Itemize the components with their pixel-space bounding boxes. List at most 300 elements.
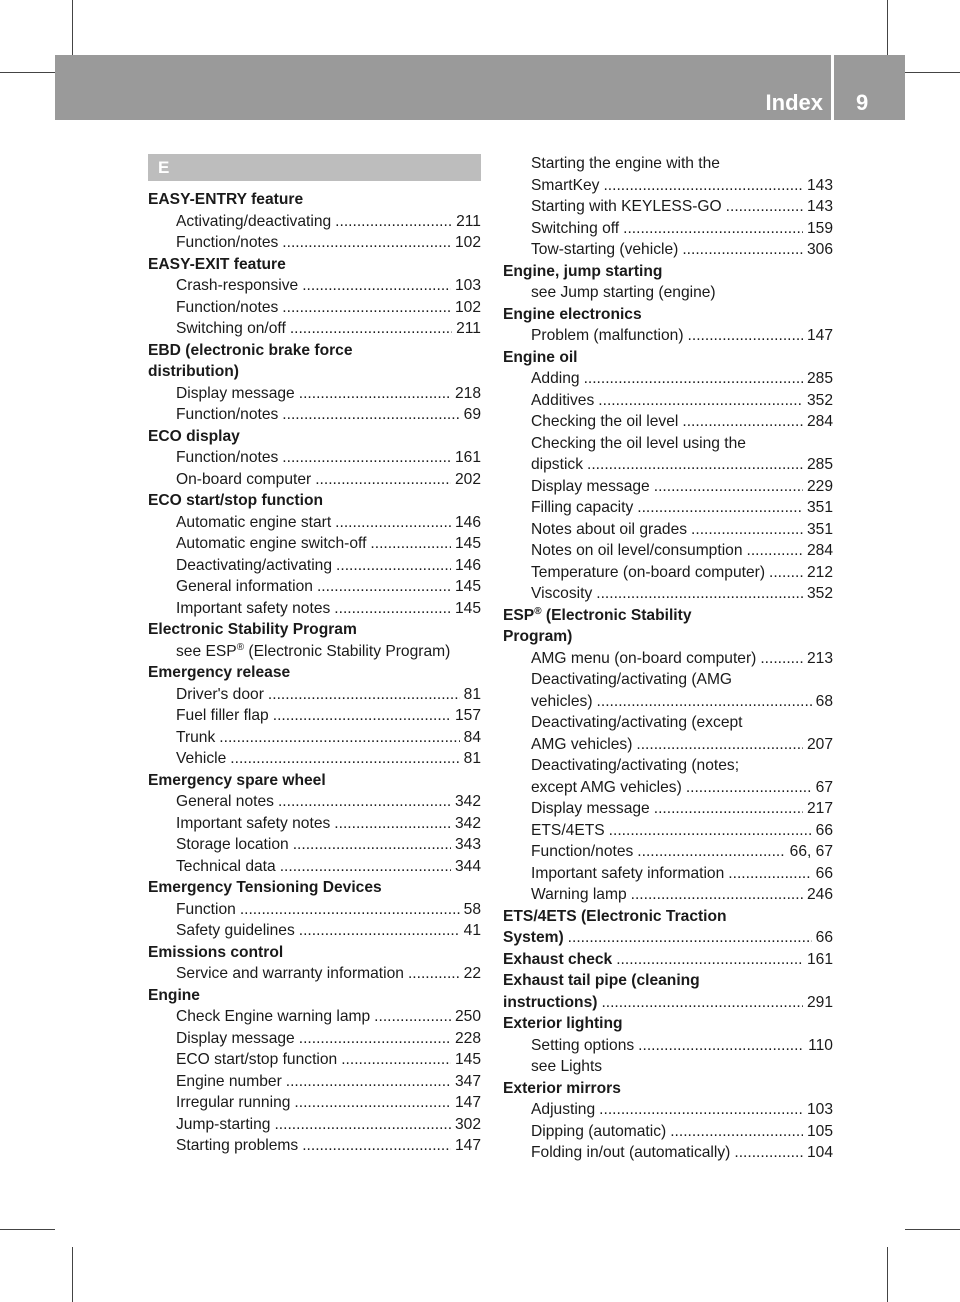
leader-dots	[726, 196, 803, 218]
leader-dots	[654, 476, 803, 498]
index-subentry	[503, 841, 833, 863]
entry-label: vehicles)	[531, 692, 593, 710]
index-subentry	[148, 404, 481, 426]
entry-label: Safety guidelines	[176, 922, 295, 939]
page-reference: 143	[806, 176, 833, 194]
leader-dots	[691, 519, 803, 541]
leader-dots	[597, 691, 812, 713]
leader-dots	[568, 927, 812, 949]
entry-label: Function/notes	[531, 843, 634, 860]
page-reference: 102	[454, 298, 481, 316]
index-subentry	[148, 512, 481, 534]
index-subentry	[148, 318, 481, 340]
leader-dots	[278, 791, 451, 813]
index-heading: distribution)	[148, 363, 239, 380]
page-reference: 347	[454, 1072, 481, 1090]
entry-label: Important safety notes	[176, 814, 331, 832]
index-subentry	[503, 1035, 833, 1057]
index-subentry	[503, 1121, 833, 1143]
page-reference: 229	[806, 477, 833, 495]
entry-label: Activating/deactivating	[176, 212, 332, 230]
page-reference: 145	[454, 578, 481, 595]
leader-dots	[282, 404, 459, 426]
index-subentry	[503, 648, 833, 670]
index-column-right	[503, 153, 833, 1164]
index-subentry	[503, 454, 833, 476]
leader-dots	[219, 727, 459, 749]
index-subentry-text: Checking the oil level using the	[531, 434, 746, 452]
leader-dots	[240, 899, 460, 921]
entry-label: Trunk	[176, 728, 216, 746]
entry-label: SmartKey	[531, 176, 600, 194]
index-subentry	[148, 447, 481, 469]
entry-label: Adding	[531, 370, 580, 387]
page-reference: 284	[806, 542, 833, 559]
index-subentry	[148, 555, 481, 577]
index-subentry	[503, 175, 833, 197]
index-heading: Emissions control	[148, 943, 284, 961]
entry-label: Notes on oil level/consumption	[531, 542, 743, 559]
crop-mark	[0, 72, 55, 73]
entry-label: General notes	[176, 793, 274, 810]
index-subentry-text: see Lights	[531, 1058, 603, 1075]
index-subentry	[503, 734, 833, 756]
index-subentry	[148, 297, 481, 319]
index-subentry	[503, 239, 833, 261]
page-reference: 285	[806, 370, 833, 387]
page-reference: 342	[454, 814, 481, 832]
leader-dots	[682, 239, 803, 261]
leader-dots	[286, 1071, 451, 1093]
index-subentry	[148, 383, 481, 405]
index-subentry	[148, 684, 481, 706]
index-subentry	[503, 777, 833, 799]
leader-dots	[584, 368, 803, 390]
entry-label: Notes about oil grades	[531, 520, 688, 538]
leader-dots	[299, 383, 451, 405]
leader-dots	[341, 1049, 451, 1071]
leader-dots	[682, 411, 803, 433]
entry-label: Automatic engine start	[176, 513, 332, 531]
index-heading: EASY-EXIT feature	[148, 255, 286, 273]
page-reference: 212	[806, 563, 833, 581]
leader-dots	[336, 555, 451, 577]
index-subentry	[503, 583, 833, 605]
index-heading: Engine, jump starting	[503, 262, 663, 280]
leader-dots	[747, 540, 803, 562]
entry-label: Vehicle	[176, 750, 227, 767]
entry-label: Crash-responsive	[176, 277, 299, 294]
page-reference: 217	[806, 800, 833, 817]
leader-dots	[274, 1114, 451, 1136]
page-reference: 143	[806, 198, 833, 215]
index-subentry	[503, 691, 833, 713]
page-reference: 157	[454, 707, 481, 724]
entry-label: Function	[176, 900, 236, 918]
index-heading-entry	[503, 992, 833, 1014]
index-subentry	[503, 1099, 833, 1121]
leader-dots	[769, 562, 803, 584]
index-list-left	[148, 189, 481, 1157]
page-reference: 66	[815, 864, 833, 882]
entry-label: Check Engine warning lamp	[176, 1008, 371, 1025]
index-subentry	[503, 368, 833, 390]
page-reference: 159	[806, 219, 833, 237]
index-heading: Emergency release	[148, 664, 291, 681]
page-reference: 146	[454, 513, 481, 531]
index-subentry	[148, 963, 481, 985]
index-subentry	[503, 390, 833, 412]
leader-dots	[596, 583, 803, 605]
entry-label: Adjusting	[531, 1101, 596, 1118]
leader-dots	[299, 1028, 451, 1050]
leader-dots	[294, 1092, 451, 1114]
header-divider	[831, 55, 834, 120]
leader-dots	[623, 218, 803, 240]
page-reference: 306	[806, 241, 833, 258]
page-reference: 228	[454, 1029, 481, 1047]
leader-dots	[273, 705, 451, 727]
page-reference: 161	[806, 950, 833, 968]
page-reference: 145	[454, 599, 481, 617]
index-subentry	[503, 863, 833, 885]
entry-label: Service and warranty information	[176, 965, 404, 982]
text-after: (Electronic Stability Program)	[244, 642, 451, 660]
leader-dots	[670, 1121, 803, 1143]
leader-dots	[637, 841, 785, 863]
page-reference: 41	[463, 922, 481, 939]
index-heading: Exhaust tail pipe (cleaning	[503, 972, 700, 989]
index-heading: ECO display	[148, 427, 240, 445]
index-subentry	[148, 1135, 481, 1157]
page-reference: 291	[806, 993, 833, 1011]
entry-label: Display message	[531, 477, 650, 495]
page-reference: 344	[454, 857, 481, 875]
entry-label: Storage location	[176, 836, 289, 853]
page-reference: 66, 67	[789, 843, 833, 860]
index-heading: Engine	[148, 986, 200, 1004]
entry-label: Important safety notes	[176, 599, 331, 617]
page-reference: 147	[806, 327, 833, 344]
entry-label: Deactivating/activating	[176, 556, 333, 574]
registered-mark: ®	[534, 605, 542, 617]
index-subentry	[503, 497, 833, 519]
page-reference: 147	[454, 1137, 481, 1154]
page-reference: 213	[806, 649, 833, 667]
leader-dots	[299, 920, 460, 942]
index-subentry-text	[148, 641, 481, 663]
index-list-right	[503, 153, 833, 1164]
index-heading: Program)	[503, 628, 573, 645]
leader-dots	[268, 684, 460, 706]
index-subentry	[503, 820, 833, 842]
leader-dots	[601, 992, 803, 1014]
leader-dots	[609, 820, 812, 842]
page-reference: 145	[454, 535, 481, 552]
page-reference: 351	[806, 520, 833, 538]
index-subentry	[148, 813, 481, 835]
page-reference: 69	[463, 406, 481, 423]
entry-label: Setting options	[531, 1036, 635, 1054]
index-heading: Electronic Stability Program	[148, 621, 357, 638]
page-number: 9	[856, 90, 869, 115]
leader-dots	[598, 390, 803, 412]
page-reference: 58	[463, 900, 481, 918]
page-reference: 246	[806, 886, 833, 903]
section-letter: E	[148, 154, 481, 181]
page-reference: 146	[454, 556, 481, 574]
entry-label: instructions)	[503, 993, 598, 1011]
entry-label: Function/notes	[176, 449, 279, 466]
entry-label: Folding in/out (automatically)	[531, 1144, 731, 1161]
entry-label: Checking the oil level	[531, 413, 679, 430]
index-subentry	[148, 576, 481, 598]
index-heading-entry	[503, 949, 833, 971]
page-reference: 250	[454, 1008, 481, 1025]
index-subentry-text: see Jump starting (engine)	[531, 284, 716, 301]
index-subentry	[148, 598, 481, 620]
page-reference: 84	[463, 728, 481, 746]
page-reference: 352	[806, 585, 833, 602]
text-before: see ESP	[176, 642, 237, 660]
index-heading: Exterior mirrors	[503, 1079, 621, 1097]
index-heading: Engine oil	[503, 348, 578, 366]
page-reference: 66	[815, 821, 833, 839]
index-subentry	[503, 540, 833, 562]
index-subentry-text: Deactivating/activating (AMG	[531, 671, 733, 688]
index-subentry	[503, 196, 833, 218]
leader-dots	[230, 748, 459, 770]
page-reference: 147	[454, 1094, 481, 1111]
entry-label: Filling capacity	[531, 499, 634, 516]
entry-label: ECO start/stop function	[176, 1051, 338, 1068]
index-heading: Emergency Tensioning Devices	[148, 879, 382, 896]
page-reference: 105	[806, 1122, 833, 1140]
leader-dots	[374, 1006, 451, 1028]
index-heading: EBD (electronic brake force	[148, 341, 353, 359]
leader-dots	[599, 1099, 803, 1121]
page-reference: 284	[806, 413, 833, 430]
entry-label: Important safety information	[531, 864, 725, 882]
entry-label: ETS/4ETS	[531, 821, 605, 839]
leader-dots	[335, 512, 451, 534]
index-heading: Emergency spare wheel	[148, 771, 326, 789]
text-before: ESP	[503, 606, 535, 624]
leader-dots	[335, 211, 452, 233]
entry-label: Tow-starting (vehicle)	[531, 241, 679, 258]
index-subentry	[148, 1114, 481, 1136]
page-reference: 202	[454, 470, 481, 488]
page-reference: 211	[456, 320, 481, 337]
leader-dots	[728, 863, 811, 885]
entry-label: AMG menu (on-board computer)	[531, 649, 757, 667]
index-subentry	[148, 899, 481, 921]
index-subentry	[148, 748, 481, 770]
index-subentry	[148, 1028, 481, 1050]
index-subentry	[503, 798, 833, 820]
index-subentry-text: Deactivating/activating (notes;	[531, 757, 740, 774]
entry-label: Warning lamp	[531, 886, 627, 903]
leader-dots	[688, 325, 803, 347]
leader-dots	[638, 1035, 804, 1057]
entry-label: Starting problems	[176, 1137, 299, 1154]
index-heading: Engine electronics	[503, 305, 642, 323]
entry-label: Switching on/off	[176, 320, 286, 337]
leader-dots	[603, 175, 803, 197]
leader-dots	[302, 275, 451, 297]
page-reference: 343	[454, 836, 481, 853]
leader-dots	[631, 884, 803, 906]
index-subentry	[148, 275, 481, 297]
index-subentry	[148, 211, 481, 233]
page-reference: 103	[454, 277, 481, 294]
index-subentry	[148, 705, 481, 727]
entry-label: On-board computer	[176, 470, 312, 488]
entry-label: dipstick	[531, 456, 583, 473]
registered-mark: ®	[236, 641, 245, 653]
page-reference: 211	[456, 212, 481, 230]
leader-dots	[636, 734, 803, 756]
entry-label: Technical data	[176, 857, 276, 875]
index-subentry	[503, 476, 833, 498]
page-reference: 352	[806, 391, 833, 409]
entry-label: Dipping (automatic)	[531, 1122, 667, 1140]
page-reference: 67	[815, 778, 833, 796]
entry-label: Function/notes	[176, 298, 279, 316]
index-heading: EASY-ENTRY feature	[148, 191, 304, 208]
entry-label: Starting with KEYLESS-GO	[531, 198, 722, 215]
index-subentry	[503, 218, 833, 240]
crop-mark	[905, 1229, 960, 1230]
index-subentry	[148, 1092, 481, 1114]
index-subentry	[148, 1071, 481, 1093]
page-reference: 342	[454, 793, 481, 810]
crop-mark	[905, 72, 960, 73]
entry-label: Additives	[531, 391, 595, 409]
index-heading	[503, 605, 833, 627]
page-reference: 102	[454, 234, 481, 251]
index-heading: ETS/4ETS (Electronic Traction	[503, 907, 727, 925]
page-reference: 66	[815, 929, 833, 946]
index-heading-entry	[503, 927, 833, 949]
index-subentry	[148, 1006, 481, 1028]
leader-dots	[317, 576, 451, 598]
crop-mark	[72, 1247, 73, 1302]
entry-label: Function/notes	[176, 234, 279, 251]
entry-label: Switching off	[531, 219, 620, 237]
leader-dots	[293, 834, 451, 856]
page-reference: 161	[454, 449, 481, 466]
page-reference: 218	[454, 384, 481, 402]
index-subentry-text: Starting the engine with the	[531, 155, 720, 172]
leader-dots	[370, 533, 451, 555]
index-column-left	[148, 154, 481, 1157]
page-title: Index	[765, 90, 823, 115]
entry-label: Exhaust check	[503, 950, 613, 968]
leader-dots	[760, 648, 803, 670]
leader-dots	[616, 949, 803, 971]
leader-dots	[282, 297, 451, 319]
page-reference: 145	[454, 1051, 481, 1068]
index-subentry	[148, 232, 481, 254]
entry-label: Fuel filler flap	[176, 707, 269, 724]
index-subentry	[503, 1142, 833, 1164]
page-reference: 302	[454, 1115, 481, 1133]
leader-dots	[587, 454, 803, 476]
index-subentry	[148, 727, 481, 749]
page-reference: 285	[806, 456, 833, 473]
crop-mark	[887, 0, 888, 55]
entry-label: Function/notes	[176, 406, 279, 423]
leader-dots	[315, 469, 451, 491]
entry-label: Automatic engine switch-off	[176, 535, 367, 552]
entry-label: System)	[503, 929, 564, 946]
page-reference: 81	[463, 685, 481, 703]
entry-label: Jump-starting	[176, 1115, 271, 1133]
index-subentry	[148, 1049, 481, 1071]
leader-dots	[686, 777, 812, 799]
entry-label: Viscosity	[531, 585, 593, 602]
index-subentry	[503, 884, 833, 906]
crop-mark	[72, 0, 73, 55]
index-subentry	[503, 562, 833, 584]
crop-mark	[0, 1229, 55, 1230]
entry-label: except AMG vehicles)	[531, 778, 682, 796]
entry-label: AMG vehicles)	[531, 735, 633, 753]
leader-dots	[334, 598, 451, 620]
leader-dots	[334, 813, 451, 835]
page-reference: 22	[463, 965, 481, 982]
leader-dots	[637, 497, 803, 519]
entry-label: Problem (malfunction)	[531, 327, 684, 344]
leader-dots	[282, 447, 451, 469]
entry-label: Display message	[176, 384, 295, 402]
index-subentry	[148, 791, 481, 813]
index-subentry	[148, 920, 481, 942]
leader-dots	[290, 318, 452, 340]
index-subentry	[503, 411, 833, 433]
entry-label: Temperature (on-board computer)	[531, 563, 766, 581]
entry-label: General information	[176, 578, 313, 595]
index-subentry	[148, 469, 481, 491]
index-heading: Exterior lighting	[503, 1015, 623, 1032]
index-subentry-text: Deactivating/activating (except	[531, 714, 743, 731]
text-after: (Electronic Stability	[541, 606, 692, 624]
leader-dots	[734, 1142, 803, 1164]
crop-mark	[887, 1247, 888, 1302]
index-subentry	[503, 325, 833, 347]
page-reference: 104	[806, 1144, 833, 1161]
page-reference: 81	[463, 750, 481, 767]
entry-label: Engine number	[176, 1072, 282, 1090]
index-subentry	[148, 533, 481, 555]
page-reference: 110	[808, 1036, 833, 1054]
page-reference: 207	[806, 735, 833, 753]
entry-label: Display message	[176, 1029, 295, 1047]
leader-dots	[282, 232, 451, 254]
leader-dots	[654, 798, 803, 820]
page-reference: 103	[806, 1101, 833, 1118]
index-subentry	[148, 856, 481, 878]
index-heading: ECO start/stop function	[148, 492, 323, 509]
index-subentry	[503, 519, 833, 541]
index-subentry	[148, 834, 481, 856]
entry-label: Display message	[531, 800, 650, 817]
leader-dots	[302, 1135, 451, 1157]
entry-label: Driver's door	[176, 685, 264, 703]
entry-label: Irregular running	[176, 1094, 291, 1111]
leader-dots	[408, 963, 460, 985]
